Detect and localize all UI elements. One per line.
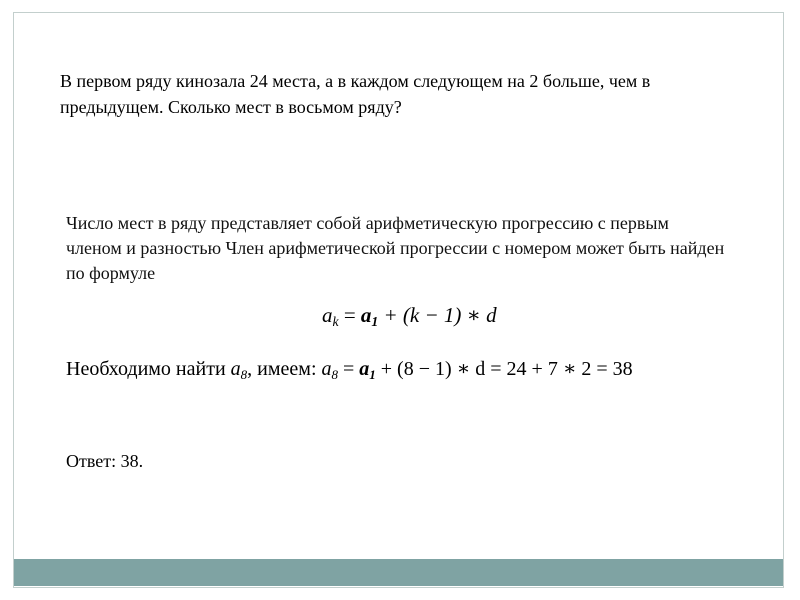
step-var-sub: 8 [240,366,248,382]
step-expr-a-sub: 1 [369,366,376,382]
bottom-accent-bar [14,559,783,586]
answer-text: Ответ: 38. [66,451,144,471]
formula-eq: = [338,303,361,327]
solution-intro: Число мест в ряду представляет собой арифметическую прогрессию с первым членом и разностью Член арифметической прогрессии с номером может быть найден по формуле [66,213,725,283]
step-prefix: Необходимо найти [66,358,231,380]
step-middle: , имеем: [247,358,322,380]
progression-formula [322,303,497,328]
formula-rhs-sub: 1 [371,314,379,330]
step-expr-sub: 8 [331,366,338,382]
step-expr-a: a [359,358,370,380]
formula-rhs-var: a [360,303,372,327]
step-expr-var: a [321,358,332,380]
solution-step [66,356,766,381]
step-var: a [230,358,241,380]
problem-text: В первом ряду кинозала 24 места, а в каждом следующем на 2 больше, чем в предыдущем. Сколько мест в восьмом ряду? [60,71,651,117]
formula-lhs-var: a [322,303,333,327]
step-expr-eq: = [338,358,360,380]
formula-lhs-sub: k [332,314,339,330]
formula-rest: + (k − 1) ∗ d [378,303,497,327]
step-expr-rest: + (8 − 1) ∗ d = 24 + 7 ∗ 2 = 38 [375,358,633,380]
